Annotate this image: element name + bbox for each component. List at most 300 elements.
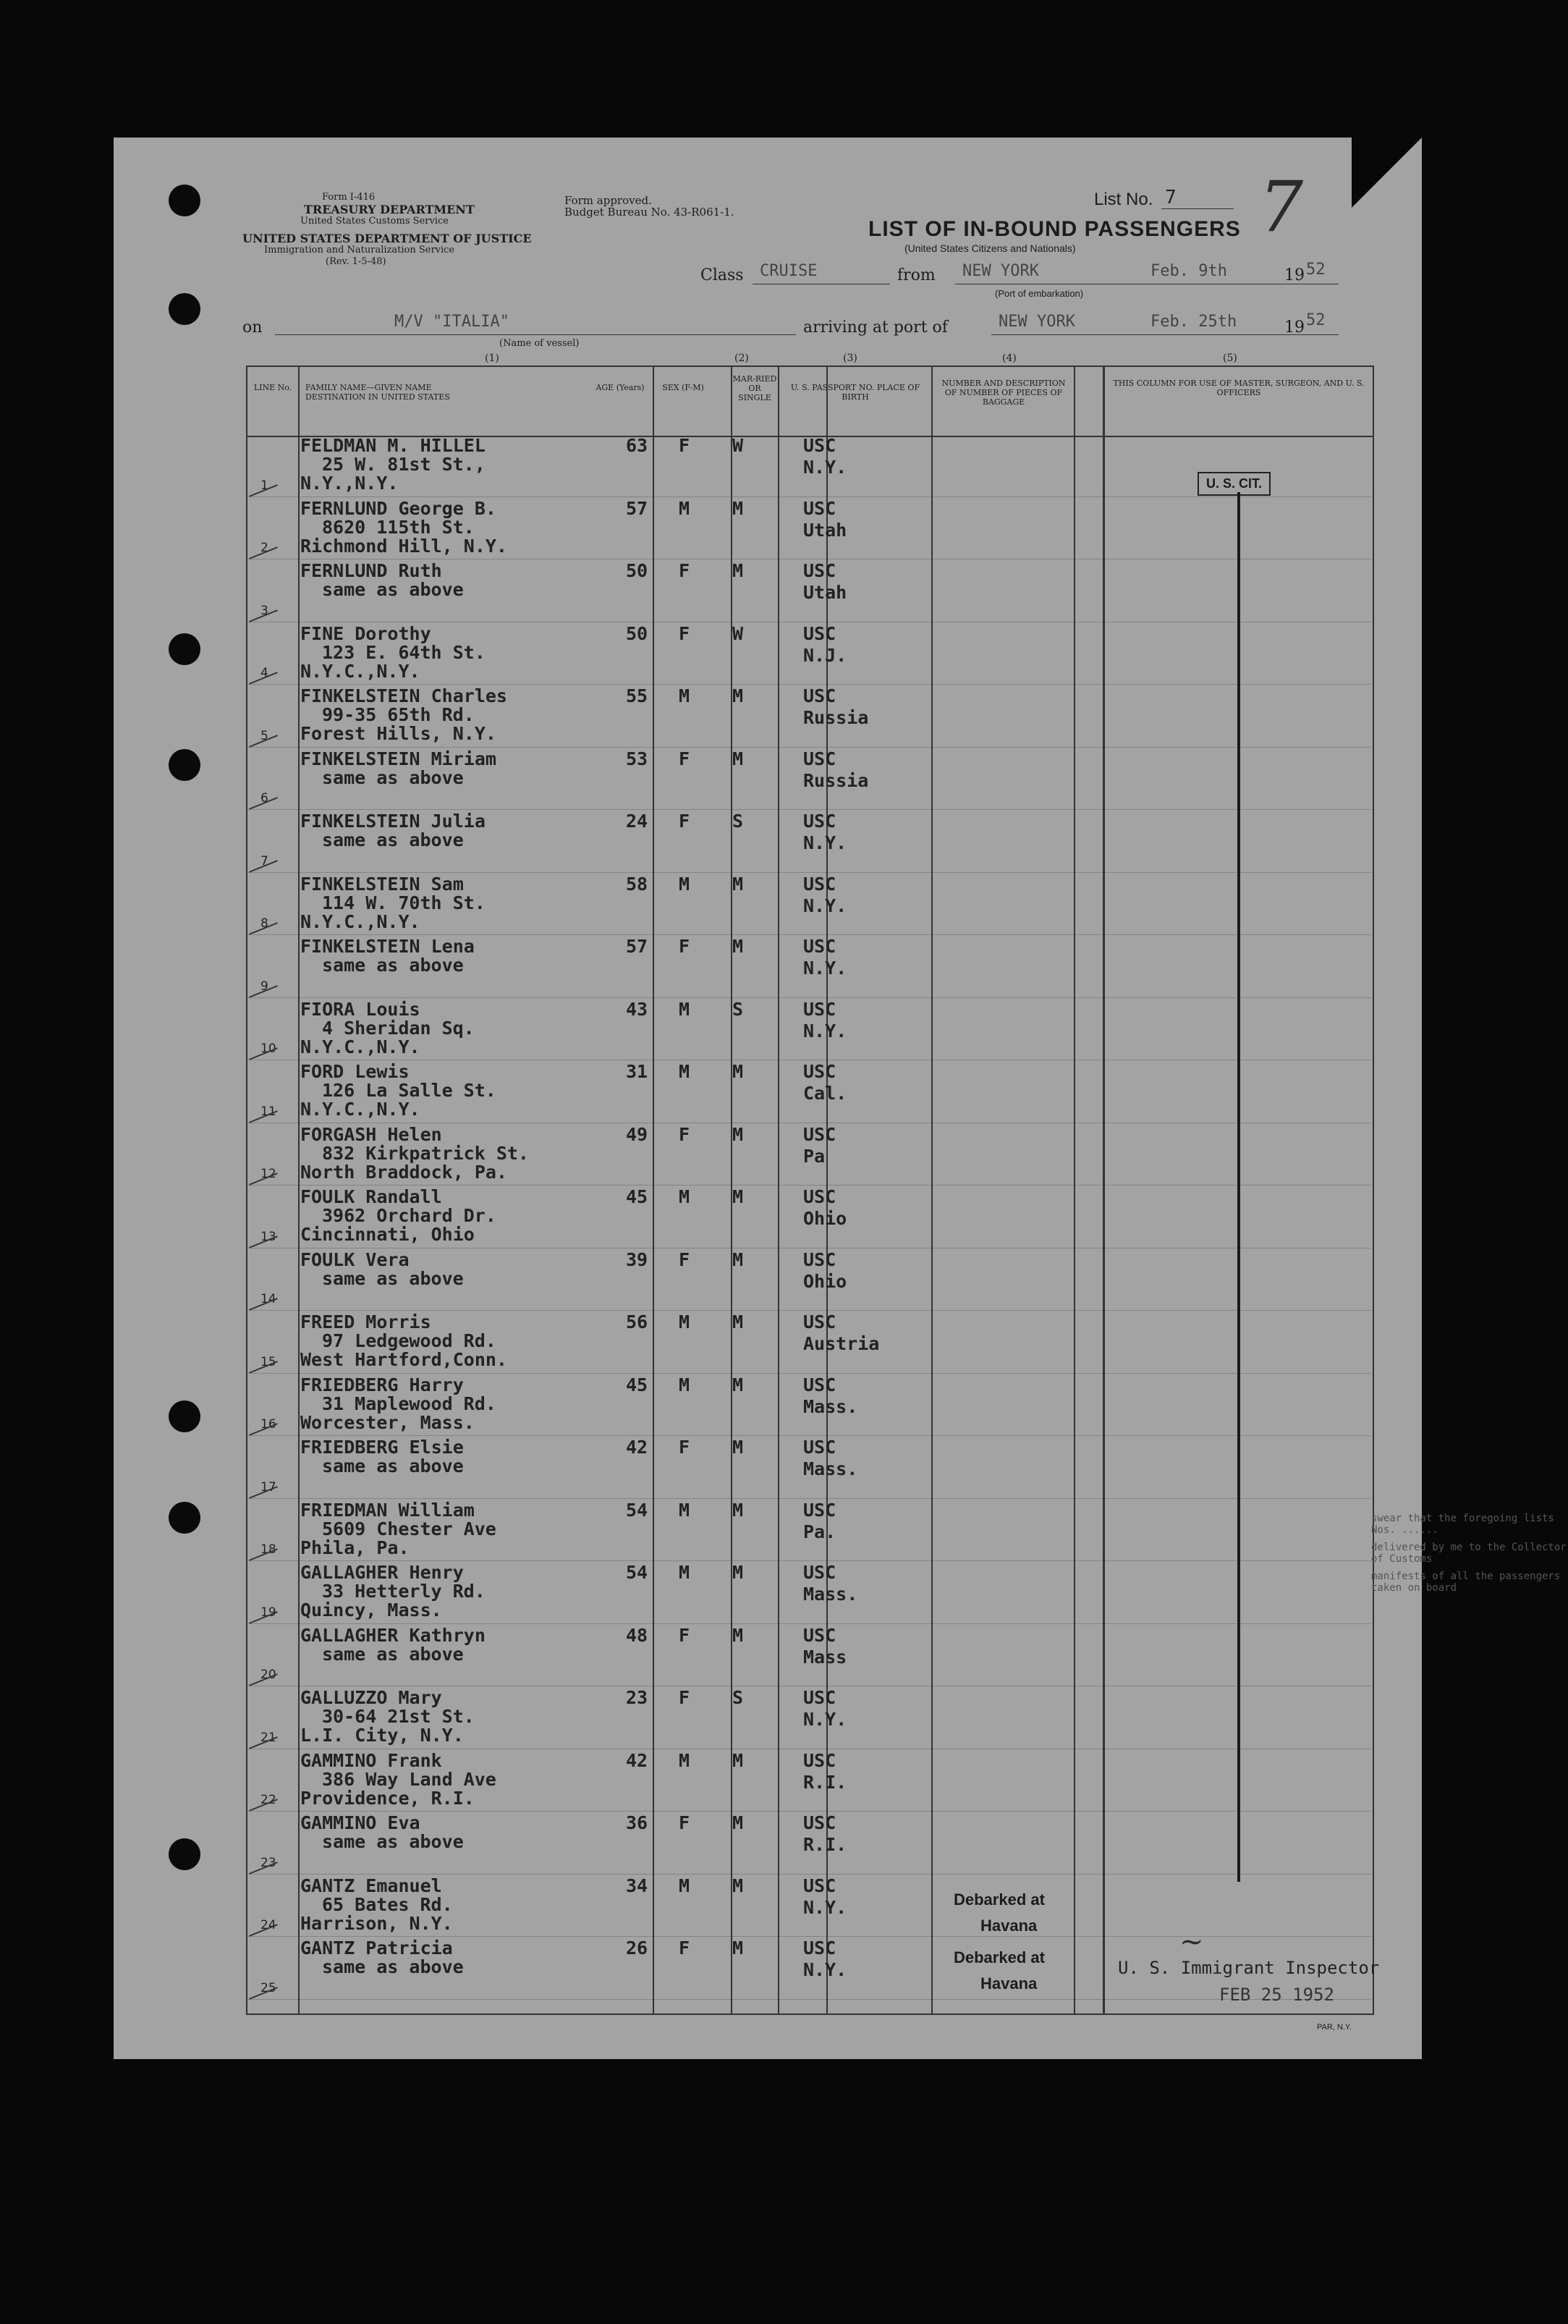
col-num-1: (1) bbox=[485, 352, 499, 364]
passport-status: USC bbox=[803, 1749, 836, 1771]
from-label: from bbox=[897, 266, 936, 284]
place-of-birth: Ohio bbox=[803, 1208, 847, 1229]
line-number: 3 bbox=[260, 603, 268, 618]
place-of-birth: R.I. bbox=[803, 1771, 847, 1793]
passenger-sex: M bbox=[679, 1875, 690, 1896]
passenger-sex: M bbox=[679, 1374, 690, 1395]
line-number: 15 bbox=[260, 1354, 276, 1369]
passenger-address-2: Harrison, N.Y. bbox=[300, 1912, 453, 1934]
passenger-address-1: same as above bbox=[322, 955, 464, 976]
line-number: 18 bbox=[260, 1542, 276, 1557]
passport-status: USC bbox=[803, 1374, 836, 1395]
table-row bbox=[246, 873, 1371, 936]
passenger-age: 45 bbox=[626, 1374, 648, 1395]
year-suffix-2: 52 bbox=[1306, 311, 1326, 329]
passenger-sex: F bbox=[679, 622, 690, 644]
printer-mark: PAR, N.Y. bbox=[1317, 2023, 1352, 2032]
passenger-sex: F bbox=[679, 1812, 690, 1833]
place-of-birth: N.Y. bbox=[803, 1959, 847, 1980]
line-number: 25 bbox=[260, 1980, 276, 1995]
from-port: NEW YORK bbox=[962, 262, 1039, 280]
marital-status: M bbox=[732, 497, 744, 519]
passenger-address-1: 33 Hetterly Rd. bbox=[322, 1581, 486, 1602]
line-number: 22 bbox=[260, 1793, 276, 1807]
line-number: 4 bbox=[260, 666, 268, 680]
marital-status: W bbox=[732, 622, 744, 644]
line-number: 21 bbox=[260, 1730, 276, 1745]
passenger-address-2: Forest Hills, N.Y. bbox=[300, 723, 496, 744]
vessel-name: M/V "ITALIA" bbox=[394, 313, 509, 331]
passenger-address-2: Providence, R.I. bbox=[300, 1787, 475, 1809]
justice-dept: UNITED STATES DEPARTMENT OF JUSTICE bbox=[242, 232, 532, 245]
passenger-name: GANTZ Emanuel bbox=[300, 1875, 442, 1896]
passenger-age: 53 bbox=[626, 748, 648, 769]
bleed-text: swear that the foregoing lists Nos. ...... bbox=[1371, 1513, 1554, 1536]
debarked-place-2: Havana bbox=[980, 1974, 1038, 1993]
binder-hole bbox=[169, 185, 200, 216]
passport-status: USC bbox=[803, 435, 836, 456]
passport-status: USC bbox=[803, 1311, 836, 1332]
passport-status: USC bbox=[803, 998, 836, 1020]
line-number: 19 bbox=[260, 1605, 276, 1620]
marital-status: M bbox=[732, 1437, 744, 1458]
place-of-birth: R.I. bbox=[803, 1834, 847, 1855]
line-number: 10 bbox=[260, 1041, 276, 1056]
place-of-birth: Mass. bbox=[803, 1584, 858, 1605]
passenger-sex: M bbox=[679, 873, 690, 895]
row-divider bbox=[246, 1999, 1371, 2000]
passenger-name: GALLAGHER Henry bbox=[300, 1562, 464, 1583]
passenger-name: GALLAGHER Kathryn bbox=[300, 1624, 486, 1646]
passenger-address-1: 97 Ledgewood Rd. bbox=[322, 1330, 496, 1351]
passenger-address-1: 832 Kirkpatrick St. bbox=[322, 1142, 529, 1164]
place-of-birth: Russia bbox=[803, 769, 869, 791]
passenger-address-2: N.Y.,N.Y. bbox=[300, 473, 399, 494]
passport-status: USC bbox=[803, 1123, 836, 1145]
passenger-age: 39 bbox=[626, 1248, 648, 1270]
table-row bbox=[246, 1248, 1371, 1311]
passenger-address-1: same as above bbox=[322, 1956, 464, 1977]
passenger-age: 49 bbox=[626, 1123, 648, 1145]
arriving-underline bbox=[991, 334, 1339, 335]
table-row bbox=[246, 1436, 1371, 1499]
place-of-birth: Utah bbox=[803, 582, 847, 603]
passenger-age: 55 bbox=[626, 685, 648, 706]
table-row bbox=[246, 810, 1371, 873]
marital-status: M bbox=[732, 1875, 744, 1896]
debarked-note-1: Debarked at bbox=[954, 1890, 1045, 1909]
passenger-address-2: Worcester, Mass. bbox=[300, 1411, 475, 1433]
passport-status: USC bbox=[803, 1687, 836, 1708]
class-label: Class bbox=[700, 266, 744, 284]
passenger-address-1: same as above bbox=[322, 766, 464, 788]
table-row bbox=[246, 1749, 1371, 1812]
passenger-sex: F bbox=[679, 1437, 690, 1458]
col-num-3: (3) bbox=[843, 352, 857, 364]
line-number: 9 bbox=[260, 979, 268, 994]
marital-status: M bbox=[732, 1812, 744, 1833]
table-row bbox=[246, 748, 1371, 811]
passenger-age: 58 bbox=[626, 873, 648, 895]
passenger-sex: F bbox=[679, 811, 690, 832]
bleed-text: delivered by me to the Collector of Customs bbox=[1371, 1542, 1567, 1565]
passenger-age: 56 bbox=[626, 1311, 648, 1332]
place-of-birth: Pa bbox=[803, 1145, 826, 1167]
place-of-birth: N.Y. bbox=[803, 895, 847, 916]
passenger-name: GANTZ Patricia bbox=[300, 1938, 453, 1959]
inspector-signature: ~ bbox=[1179, 1925, 1204, 1959]
arriving-label: arriving at port of bbox=[803, 318, 948, 337]
passenger-age: 42 bbox=[626, 1749, 648, 1771]
passport-status: USC bbox=[803, 1562, 836, 1583]
passenger-address-2: N.Y.C.,N.Y. bbox=[300, 1036, 420, 1057]
passenger-sex: M bbox=[679, 1749, 690, 1771]
marital-status: M bbox=[732, 748, 744, 769]
binder-hole bbox=[169, 1400, 200, 1432]
passenger-sex: F bbox=[679, 560, 690, 581]
page-title: LIST OF IN-BOUND PASSENGERS bbox=[868, 217, 1241, 241]
passenger-age: 23 bbox=[626, 1687, 648, 1708]
header-sex: SEX (F-M) bbox=[662, 383, 704, 392]
place-of-birth: Pa. bbox=[803, 1521, 836, 1542]
passenger-sex: F bbox=[679, 1938, 690, 1959]
passenger-name: FORD Lewis bbox=[300, 1061, 410, 1082]
passport-status: USC bbox=[803, 1061, 836, 1082]
passport-status: USC bbox=[803, 685, 836, 706]
passenger-age: 63 bbox=[626, 435, 648, 456]
table-row bbox=[246, 1374, 1371, 1437]
line-number: 23 bbox=[260, 1855, 276, 1870]
passenger-sex: M bbox=[679, 1311, 690, 1332]
place-of-birth: N.Y. bbox=[803, 1020, 847, 1041]
marital-status: M bbox=[732, 1624, 744, 1646]
passport-status: USC bbox=[803, 1938, 836, 1959]
form-number: Form I-416 bbox=[322, 192, 376, 203]
table-row bbox=[246, 1686, 1371, 1749]
marital-status: M bbox=[732, 1749, 744, 1771]
page-subtitle: (United States Citizens and Nationals) bbox=[904, 242, 1076, 254]
col-num-2: (2) bbox=[734, 352, 749, 364]
year-suffix: 52 bbox=[1306, 261, 1326, 279]
marital-status: M bbox=[732, 873, 744, 895]
header-officers: THIS COLUMN FOR USE OF MASTER, SURGEON, AND U. S. OFFICERS bbox=[1113, 379, 1365, 397]
form-approved: Form approved. bbox=[564, 194, 652, 207]
passenger-name: GAMMINO Frank bbox=[300, 1749, 442, 1771]
place-of-birth: N.Y. bbox=[803, 1709, 847, 1730]
passenger-name: FRIEDBERG Harry bbox=[300, 1374, 464, 1395]
line-number: 20 bbox=[260, 1668, 276, 1682]
passenger-age: 24 bbox=[626, 811, 648, 832]
passenger-address-1: 126 La Salle St. bbox=[322, 1080, 496, 1101]
passenger-age: 57 bbox=[626, 936, 648, 957]
passenger-sex: F bbox=[679, 435, 690, 456]
marital-status: S bbox=[732, 811, 744, 832]
passport-status: USC bbox=[803, 748, 836, 769]
passenger-sex: F bbox=[679, 936, 690, 957]
vessel-underline bbox=[275, 334, 796, 335]
arriving-port: NEW YORK bbox=[999, 313, 1075, 331]
passenger-address-2: Quincy, Mass. bbox=[300, 1600, 442, 1621]
line-number: 11 bbox=[260, 1104, 276, 1119]
inspection-date-stamp: FEB 25 1952 bbox=[1219, 1985, 1334, 2005]
binder-hole bbox=[169, 1838, 200, 1870]
passport-status: USC bbox=[803, 497, 836, 519]
passenger-sex: F bbox=[679, 1624, 690, 1646]
header-baggage: NUMBER AND DESCRIPTION OF NUMBER OF PIECES OF BAGGAGE bbox=[941, 379, 1066, 407]
place-of-birth: Cal. bbox=[803, 1083, 847, 1104]
passenger-age: 36 bbox=[626, 1812, 648, 1833]
on-label: on bbox=[242, 318, 263, 337]
marital-status: M bbox=[732, 1374, 744, 1395]
passport-status: USC bbox=[803, 560, 836, 581]
passport-status: USC bbox=[803, 811, 836, 832]
place-of-birth: Mass bbox=[803, 1646, 847, 1668]
line-number: 17 bbox=[260, 1479, 276, 1495]
passenger-sex: F bbox=[679, 748, 690, 769]
passenger-age: 26 bbox=[626, 1938, 648, 1959]
col-num-5: (5) bbox=[1223, 352, 1237, 364]
passenger-address-1: same as above bbox=[322, 1455, 464, 1476]
passenger-address-1: same as above bbox=[322, 829, 464, 850]
passport-status: USC bbox=[803, 1875, 836, 1896]
passenger-age: 31 bbox=[626, 1061, 648, 1082]
passenger-age: 42 bbox=[626, 1437, 648, 1458]
line-number: 12 bbox=[260, 1167, 276, 1181]
passenger-sex: M bbox=[679, 1562, 690, 1583]
class-value: CRUISE bbox=[760, 262, 818, 280]
line-number: 8 bbox=[260, 916, 268, 931]
passenger-address-1: 25 W. 81st St., bbox=[322, 454, 486, 475]
marital-status: M bbox=[732, 1186, 744, 1207]
table-row bbox=[246, 497, 1371, 560]
table-row bbox=[246, 1499, 1371, 1562]
passenger-address-1: same as above bbox=[322, 579, 464, 600]
passenger-address-2: L.I. City, N.Y. bbox=[300, 1725, 464, 1746]
passenger-sex: F bbox=[679, 1248, 690, 1270]
marital-status: M bbox=[732, 1311, 744, 1332]
passenger-address-1: 65 Bates Rd. bbox=[322, 1893, 453, 1915]
passenger-sex: M bbox=[679, 1061, 690, 1082]
passenger-address-1: 30-64 21st St. bbox=[322, 1706, 475, 1727]
passenger-age: 34 bbox=[626, 1875, 648, 1896]
ins-service: Immigration and Naturalization Service bbox=[264, 245, 455, 255]
passport-status: USC bbox=[803, 1186, 836, 1207]
passenger-address-1: 114 W. 70th St. bbox=[322, 892, 486, 913]
place-of-birth: N.J. bbox=[803, 644, 847, 666]
from-date: Feb. 9th bbox=[1150, 262, 1227, 280]
passenger-sex: M bbox=[679, 685, 690, 706]
marital-status: M bbox=[732, 685, 744, 706]
place-of-birth: N.Y. bbox=[803, 958, 847, 979]
line-number: 14 bbox=[260, 1292, 276, 1306]
corner-mark: 7 bbox=[1259, 166, 1304, 248]
line-number: 5 bbox=[260, 728, 268, 743]
passport-status: USC bbox=[803, 936, 836, 957]
passenger-address-2: Richmond Hill, N.Y. bbox=[300, 535, 507, 557]
passenger-address-1: same as above bbox=[322, 1831, 464, 1852]
passenger-name: FELDMAN M. HILLEL bbox=[300, 435, 486, 456]
passenger-age: 50 bbox=[626, 622, 648, 644]
header-passport: U. S. PASSPORT NO. PLACE OF BIRTH bbox=[790, 383, 920, 402]
line-number: 13 bbox=[260, 1229, 276, 1244]
passenger-name: FERNLUND Ruth bbox=[300, 560, 442, 581]
marital-status: M bbox=[732, 1938, 744, 1959]
list-underline bbox=[1161, 208, 1234, 209]
marital-status: M bbox=[732, 936, 744, 957]
year-prefix-2: 19 bbox=[1284, 318, 1305, 337]
passport-status: USC bbox=[803, 622, 836, 644]
passenger-sex: F bbox=[679, 1687, 690, 1708]
line-number: 16 bbox=[260, 1417, 276, 1432]
passenger-address-2: N.Y.C.,N.Y. bbox=[300, 910, 420, 932]
debarked-place-1: Havana bbox=[980, 1917, 1038, 1935]
passport-status: USC bbox=[803, 873, 836, 895]
passenger-age: 43 bbox=[626, 998, 648, 1020]
passenger-sex: M bbox=[679, 1186, 690, 1207]
passenger-name: FRIEDMAN William bbox=[300, 1499, 475, 1521]
marital-status: S bbox=[732, 998, 744, 1020]
passenger-age: 54 bbox=[626, 1499, 648, 1521]
passenger-age: 57 bbox=[626, 497, 648, 519]
header-line-no: LINE No. bbox=[253, 383, 292, 392]
passenger-name: FINKELSTEIN Lena bbox=[300, 936, 475, 957]
passenger-address-1: 3962 Orchard Dr. bbox=[322, 1205, 496, 1226]
passenger-address-2: West Hartford,Conn. bbox=[300, 1349, 507, 1370]
marital-status: W bbox=[732, 435, 744, 456]
passenger-name: FRIEDBERG Elsie bbox=[300, 1437, 464, 1458]
passport-status: USC bbox=[803, 1437, 836, 1458]
arriving-date: Feb. 25th bbox=[1150, 313, 1237, 331]
passenger-name: FREED Morris bbox=[300, 1311, 431, 1332]
table-row bbox=[246, 1186, 1371, 1248]
passenger-name: FERNLUND George B. bbox=[300, 497, 496, 519]
passenger-name: FOULK Vera bbox=[300, 1248, 410, 1270]
marital-status: M bbox=[732, 1562, 744, 1583]
passenger-address-1: same as above bbox=[322, 1267, 464, 1289]
place-of-birth: Utah bbox=[803, 519, 847, 541]
passenger-address-1: 123 E. 64th St. bbox=[322, 641, 486, 663]
passenger-name: FINKELSTEIN Charles bbox=[300, 685, 507, 706]
passport-status: USC bbox=[803, 1499, 836, 1521]
passport-status: USC bbox=[803, 1812, 836, 1833]
binder-hole bbox=[169, 633, 200, 665]
place-of-birth: Russia bbox=[803, 707, 869, 728]
line-number: 7 bbox=[260, 853, 268, 869]
us-citizen-stamp: U. S. CIT. bbox=[1198, 472, 1271, 496]
debarked-note-2: Debarked at bbox=[954, 1948, 1045, 1966]
folded-corner bbox=[1352, 138, 1422, 208]
marital-status: M bbox=[732, 1499, 744, 1521]
citizen-bracket-line bbox=[1237, 492, 1240, 1882]
passenger-address-1: 5609 Chester Ave bbox=[322, 1518, 496, 1539]
passenger-address-2: N.Y.C.,N.Y. bbox=[300, 1099, 420, 1120]
marital-status: M bbox=[732, 1123, 744, 1145]
form-revision: (Rev. 1-5-48) bbox=[326, 256, 386, 267]
header-name: FAMILY NAME—GIVEN NAME DESTINATION IN UNITED STATES bbox=[305, 383, 450, 402]
list-number: 7 bbox=[1165, 187, 1177, 208]
place-of-birth: Mass. bbox=[803, 1458, 858, 1479]
passenger-address-2: Cincinnati, Ohio bbox=[300, 1224, 475, 1245]
place-of-birth: N.Y. bbox=[803, 1896, 847, 1918]
bleed-text: manifests of all the passengers taken on board bbox=[1371, 1571, 1561, 1594]
passenger-name: FORGASH Helen bbox=[300, 1123, 442, 1145]
table-row bbox=[246, 1624, 1371, 1687]
port-embark-caption: (Port of embarkation) bbox=[995, 288, 1084, 299]
passenger-name: FINKELSTEIN Miriam bbox=[300, 748, 496, 769]
passenger-address-1: 31 Maplewood Rd. bbox=[322, 1393, 496, 1414]
budget-bureau: Budget Bureau No. 43-R061-1. bbox=[564, 206, 734, 219]
place-of-birth: N.Y. bbox=[803, 457, 847, 478]
passenger-sex: F bbox=[679, 1123, 690, 1145]
marital-status: M bbox=[732, 560, 744, 581]
passenger-name: FIORA Louis bbox=[300, 998, 420, 1020]
passenger-sex: M bbox=[679, 1499, 690, 1521]
col-num-4: (4) bbox=[1002, 352, 1017, 364]
passenger-age: 48 bbox=[626, 1624, 648, 1646]
passenger-name: GALLUZZO Mary bbox=[300, 1687, 442, 1708]
passenger-name: FINE Dorothy bbox=[300, 622, 431, 644]
header-married: MAR-RIED OR SINGLE bbox=[732, 374, 777, 402]
line-number: 1 bbox=[260, 478, 268, 493]
passenger-address-1: 99-35 65th Rd. bbox=[322, 704, 475, 725]
table-row bbox=[246, 998, 1371, 1061]
table-row bbox=[246, 559, 1371, 622]
passenger-name: FOULK Randall bbox=[300, 1186, 442, 1207]
place-of-birth: Mass. bbox=[803, 1395, 858, 1417]
table-row bbox=[246, 685, 1371, 748]
passenger-name: FINKELSTEIN Julia bbox=[300, 811, 486, 832]
vessel-caption: (Name of vessel) bbox=[499, 338, 580, 349]
passenger-address-1: 8620 115th St. bbox=[322, 516, 475, 538]
passenger-address-1: same as above bbox=[322, 1643, 464, 1665]
passenger-sex: M bbox=[679, 998, 690, 1020]
line-number: 6 bbox=[260, 791, 268, 806]
table-row bbox=[246, 622, 1371, 685]
binder-hole bbox=[169, 1502, 200, 1534]
place-of-birth: N.Y. bbox=[803, 832, 847, 853]
passenger-age: 45 bbox=[626, 1186, 648, 1207]
passenger-age: 54 bbox=[626, 1562, 648, 1583]
passport-status: USC bbox=[803, 1624, 836, 1646]
passenger-address-2: Phila, Pa. bbox=[300, 1537, 410, 1558]
table-row bbox=[246, 1123, 1371, 1186]
passenger-sex: M bbox=[679, 497, 690, 519]
table-row bbox=[246, 935, 1371, 998]
table-row bbox=[246, 1812, 1371, 1875]
marital-status: M bbox=[732, 1248, 744, 1270]
passenger-address-1: 386 Way Land Ave bbox=[322, 1768, 496, 1790]
line-number: 2 bbox=[260, 541, 268, 555]
year-prefix: 19 bbox=[1284, 266, 1305, 284]
treasury-dept: TREASURY DEPARTMENT bbox=[304, 203, 475, 216]
header-age: AGE (Years) bbox=[596, 383, 645, 392]
marital-status: M bbox=[732, 1061, 744, 1082]
table-row bbox=[246, 1311, 1371, 1374]
customs-service: United States Customs Service bbox=[300, 216, 449, 227]
list-label: List No. bbox=[1094, 190, 1153, 209]
table-row bbox=[246, 1561, 1371, 1624]
binder-hole bbox=[169, 293, 200, 325]
passenger-name: GAMMINO Eva bbox=[300, 1812, 420, 1833]
passenger-address-2: N.Y.C.,N.Y. bbox=[300, 660, 420, 682]
line-number: 24 bbox=[260, 1918, 276, 1932]
passenger-age: 50 bbox=[626, 560, 648, 581]
passport-status: USC bbox=[803, 1248, 836, 1270]
place-of-birth: Ohio bbox=[803, 1270, 847, 1292]
inspector-title: U. S. Immigrant Inspector bbox=[1118, 1958, 1380, 1978]
passenger-name: FINKELSTEIN Sam bbox=[300, 873, 464, 895]
place-of-birth: Austria bbox=[803, 1333, 880, 1354]
